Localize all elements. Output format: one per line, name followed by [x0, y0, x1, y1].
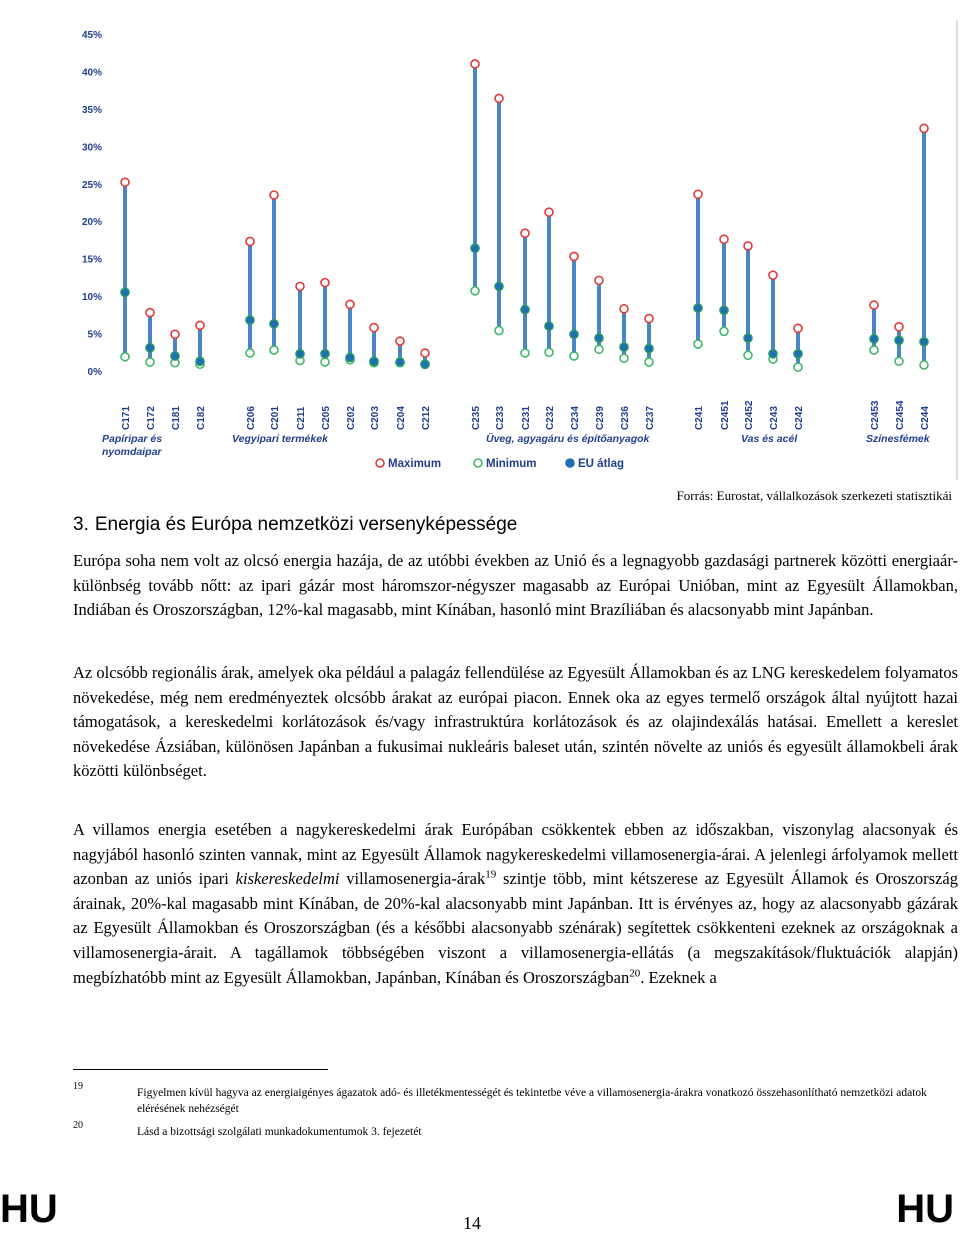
category-label: C182	[196, 406, 207, 430]
maximum-point	[471, 60, 479, 68]
energy-price-chart	[70, 20, 960, 480]
category-label: C211	[296, 406, 307, 430]
maximum-point	[396, 337, 404, 345]
maximum-point	[744, 242, 752, 250]
minimum-point	[521, 349, 529, 357]
minimum-point	[720, 327, 728, 335]
maximum-point	[769, 271, 777, 279]
eu-average-point	[895, 336, 903, 344]
section-title: Energia és Európa nemzetközi versenyképessége	[94, 514, 518, 535]
maximum-point	[570, 252, 578, 260]
eu-average-point	[694, 304, 702, 312]
eu-average-point	[471, 244, 479, 252]
minimum-point	[794, 363, 802, 371]
maximum-point	[121, 178, 129, 186]
paragraph-2: Az olcsóbb regionális árak, amelyek oka például a palagáz fellendülése az Egyesült Államokban és az LNG kereskedelem folyamatos növekedése, még nem eredményeztek olcsóbb árakat az európai piacon. Ennek oka az egyes termelő országok által nyújtott hazai támogatások, a kereskedelmi korlátozások és/vagy infrastruktúra korlátozások és az olajindexálás hatásai. Emellett a kereslet növekedése Ázsiában, különösen Japánban a fukusimai nukleáris baleset után, szintén növelte az uniós és egyesült államokbeli árak közötti különbséget.	[73, 663, 958, 781]
maximum-point	[246, 237, 254, 245]
category-label: C239	[595, 406, 606, 430]
maximum-point	[370, 324, 378, 332]
footnote-number: 19	[73, 1081, 83, 1092]
eu-average-point	[171, 352, 179, 360]
y-tick-label: 15%	[81, 254, 102, 266]
eu-average-point	[196, 357, 204, 365]
eu-average-point	[744, 334, 752, 342]
category-label: C241	[694, 406, 705, 430]
eu-average-point	[769, 350, 777, 358]
eu-average-point	[870, 335, 878, 343]
group-label: nyomdaipar	[102, 446, 162, 458]
eu-average-point	[321, 350, 329, 358]
y-tick-label: 10%	[81, 292, 102, 304]
y-tick-label: 40%	[81, 67, 102, 79]
minimum-point	[270, 346, 278, 354]
paragraph-1: Európa soha nem volt az olcsó energia hazája, de az utóbbi években az Unió és a legnagyobb gazdasági partnerek közötti energiaár-különbség tovább nőtt: az ipari gázár most háromszor-négyszer magasabb az Európai Unióban, mint az Egyesült Államokban, Indiában és Oroszországban, 12%-kal magasabb, mint Kínában, hasonló mint Brazíliában és alacsonyabb mint Japánban.	[73, 551, 958, 620]
category-label: C243	[769, 406, 780, 430]
category-label: C205	[321, 406, 332, 430]
minimum-point	[321, 358, 329, 366]
minimum-point	[645, 358, 653, 366]
maximum-point	[296, 282, 304, 290]
y-tick-label: 5%	[87, 329, 102, 341]
minimum-point	[246, 349, 254, 357]
category-label: C202	[346, 406, 357, 430]
category-label: C201	[270, 406, 281, 430]
category-label: C244	[920, 406, 931, 430]
eu-average-point	[246, 316, 254, 324]
maximum-point	[620, 305, 628, 313]
y-tick-label: 25%	[81, 179, 102, 191]
maximum-point	[270, 191, 278, 199]
y-tick-label: 30%	[81, 142, 102, 154]
chart-source: Forrás: Eurostat, vállalkozások szerkezeti statisztikái	[676, 488, 952, 503]
maximum-point	[495, 94, 503, 102]
legend-label: EU átlag	[578, 458, 625, 470]
y-tick-label: 35%	[81, 104, 102, 116]
category-label: C232	[545, 406, 556, 430]
category-label: C233	[495, 406, 506, 430]
eu-average-point	[920, 338, 928, 346]
group-label: Vas és acél	[741, 433, 798, 445]
maximum-point	[720, 235, 728, 243]
group-label: Üveg, agyagáru és építőanyagok	[486, 433, 650, 445]
minimum-point	[545, 348, 553, 356]
eu-average-point	[270, 320, 278, 328]
eu-average-point	[396, 358, 404, 366]
category-label: C2453	[870, 400, 881, 430]
category-label: C2452	[744, 400, 755, 430]
category-label: C203	[370, 406, 381, 430]
y-tick-label: 0%	[87, 367, 102, 378]
category-label: C171	[121, 406, 132, 430]
eu-average-point	[121, 288, 129, 296]
legend-marker	[474, 459, 482, 467]
maximum-point	[545, 208, 553, 216]
minimum-point	[146, 358, 154, 366]
group-label: Színesfémek	[866, 433, 930, 445]
minimum-point	[595, 345, 603, 353]
category-label: C2451	[720, 400, 731, 430]
page-number: 14	[463, 1213, 481, 1233]
minimum-point	[495, 327, 503, 335]
minimum-point	[620, 354, 628, 362]
maximum-point	[321, 279, 329, 287]
eu-average-point	[521, 305, 529, 313]
eu-average-point	[346, 353, 354, 361]
maximum-point	[920, 124, 928, 132]
maximum-point	[895, 323, 903, 331]
footnote-ref-19[interactable]: 19	[485, 868, 497, 881]
eu-average-point	[620, 343, 628, 351]
maximum-point	[196, 321, 204, 329]
minimum-point	[121, 353, 129, 361]
footnote-ref-20[interactable]: 20	[629, 967, 641, 980]
minimum-point	[744, 351, 752, 359]
footnote-divider	[73, 1069, 328, 1070]
eu-average-point	[296, 350, 304, 358]
eu-average-point	[595, 334, 603, 342]
maximum-point	[794, 324, 802, 332]
minimum-point	[870, 346, 878, 354]
eu-average-point	[794, 350, 802, 358]
maximum-point	[421, 349, 429, 357]
legend-label: Minimum	[486, 458, 537, 470]
category-label: C237	[645, 406, 656, 430]
y-tick-label: 45%	[81, 30, 102, 41]
eu-average-point	[645, 344, 653, 352]
paragraph-3-part-a: A villamos energia esetében a nagykereskedelmi árak Európában csökkentek ebben az időszakban, viszonylag alacsonyak és nagyjából hasonló szinten vannak, mint az Egyesült Államok nagykereskedelmi villamosenergia-árai. A jelenlegi árfolyamok mellett azonban az uniós ipari	[73, 820, 958, 889]
footnote-text: Figyelmen kívül hagyva az energiaigényes ágazatok adó- és illetékmentességét és tekintetbe véve a villamosenergia-árakra vonatkozó összehasonlítható nemzetközi adatok elérésének nehézségét	[137, 1087, 927, 1115]
maximum-point	[694, 190, 702, 198]
minimum-point	[471, 287, 479, 295]
footnote-19	[73, 1081, 958, 1117]
maximum-point	[645, 315, 653, 323]
category-label: C231	[521, 406, 532, 430]
paragraph-3-part-d: . Ezeknek a	[640, 967, 717, 987]
eu-average-point	[146, 344, 154, 352]
maximum-point	[521, 229, 529, 237]
legend-label: Maximum	[388, 458, 442, 470]
minimum-point	[694, 340, 702, 348]
category-label: C204	[396, 406, 407, 430]
minimum-point	[570, 352, 578, 360]
category-label: C181	[171, 406, 182, 430]
paragraph-3	[73, 818, 958, 990]
category-label: C235	[471, 406, 482, 430]
footnote-number: 20	[73, 1120, 83, 1131]
eu-average-point	[570, 330, 578, 338]
eu-average-point	[545, 322, 553, 330]
group-label: Papíripar és	[102, 433, 163, 445]
y-tick-label: 20%	[81, 217, 102, 229]
group-label: Vegyipari termékek	[232, 433, 328, 445]
section-heading	[73, 514, 517, 536]
category-label: C234	[570, 406, 581, 430]
legend-marker	[566, 459, 574, 467]
category-label: C206	[246, 406, 257, 430]
footnote-20	[73, 1120, 958, 1140]
category-label: C172	[146, 406, 157, 430]
category-label: C212	[421, 406, 432, 430]
language-code-right: HU	[896, 1187, 954, 1231]
category-label: C236	[620, 406, 631, 430]
paragraph-3-part-c: szintje több, mint kétszerese az Egyesült Államok és Oroszország árainak, 20%-kal magasabb mint Kínában, de 20%-kal alacsonyabb mint Japánban. Itt is érvényes az, hogy az alacsonyabb gázárak az Egyesült Államokban és Oroszországban (és a későbbi alacsonyabb szénárak) segítettek csökkenteni ezeknek az országoknak a villamosenergia-árait. A tagállamok többségében viszont a villamosenergia-ellátás (a megszakítások/fluktuációk alapján) megbízhatóbb mint az Egyesült Államokban, Japánban, Kínában és Oroszországban	[73, 869, 958, 987]
eu-average-point	[370, 357, 378, 365]
language-code-left: HU	[0, 1187, 58, 1231]
footnote-text: Lásd a bizottsági szolgálati munkadokumentumok 3. fejezetét	[137, 1126, 422, 1138]
category-label: C242	[794, 406, 805, 430]
eu-average-point	[720, 306, 728, 314]
maximum-point	[146, 309, 154, 317]
minimum-point	[895, 357, 903, 365]
maximum-point	[171, 330, 179, 338]
paragraph-3-italic: kiskereskedelmi	[235, 869, 340, 889]
eu-average-point	[495, 282, 503, 290]
maximum-point	[870, 301, 878, 309]
section-number: 3.	[73, 514, 89, 535]
category-label: C2454	[895, 400, 906, 430]
minimum-point	[920, 361, 928, 369]
maximum-point	[346, 300, 354, 308]
eu-average-point	[421, 360, 429, 368]
maximum-point	[595, 276, 603, 284]
paragraph-3-part-b: villamosenergia-árak	[339, 869, 486, 889]
legend-marker	[376, 459, 384, 467]
